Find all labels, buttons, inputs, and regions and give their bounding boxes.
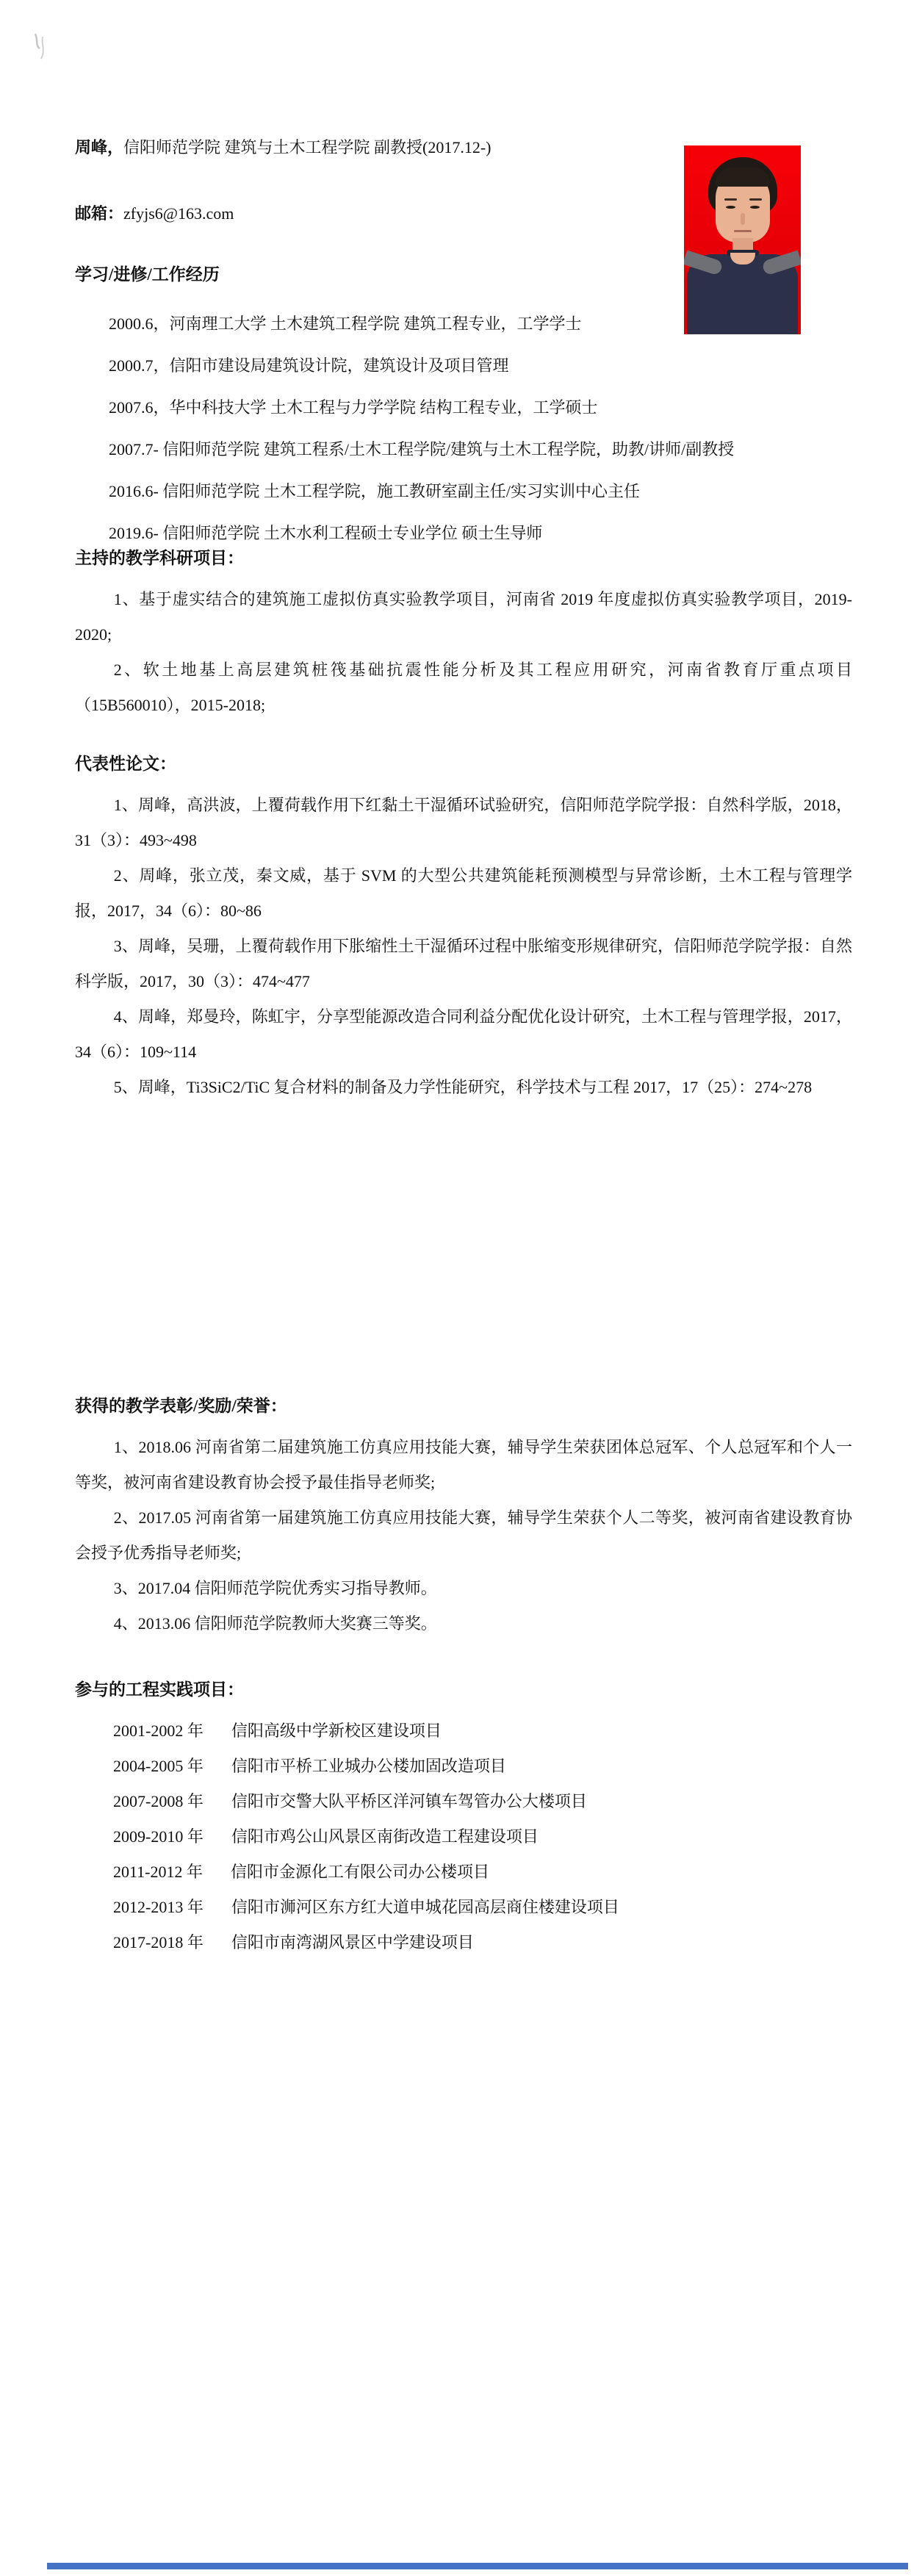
section-awards [75, 1393, 852, 1641]
smudge-icon [31, 32, 51, 62]
experience-item: 2016.6- 信阳师范学院 土木工程学院，施工教研室副主任/实习实训中心主任 [109, 482, 640, 500]
person-name: 周峰， [75, 138, 124, 156]
section-experience [75, 262, 852, 554]
photo-brow-left [724, 198, 737, 201]
section-practice-title: 参与的工程实践项目： [75, 1680, 244, 1699]
section-projects-title: 主持的教学科研项目： [75, 549, 244, 567]
corner-smudge-mark [31, 32, 51, 62]
email-row [75, 203, 234, 225]
section-awards-title: 获得的教学表彰/奖励/荣誉： [75, 1397, 287, 1415]
practice-item [113, 1713, 852, 1749]
papers-list [75, 788, 852, 1105]
section-papers-title: 代表性论文： [75, 755, 176, 773]
photo-brow-right [749, 198, 762, 201]
practice-item-years: 2007-2008 年 [113, 1792, 204, 1810]
photo-eye-right [750, 206, 760, 209]
practice-item [113, 1749, 852, 1784]
email-value: zfyjs6@163.com [123, 204, 234, 223]
practice-item-title: 信阳市鸡公山风景区南街改造工程建设项目 [231, 1827, 539, 1846]
practice-item-years: 2017-2018 年 [113, 1933, 204, 1951]
email-label: 邮箱： [75, 204, 124, 223]
photo-eye-left [726, 206, 735, 209]
practice-item-title: 信阳高级中学新校区建设项目 [231, 1721, 442, 1740]
paper-item: 5、周峰，Ti3SiC2/TiC 复合材料的制备及力学性能研究，科学技术与工程 2017，17（25）：274~278 [113, 1078, 813, 1096]
awards-list [75, 1430, 852, 1641]
practice-item [113, 1854, 852, 1890]
paper-item: 3、周峰，吴珊，上覆荷载作用下胀缩性土干湿循环过程中胀缩变形规律研究，信阳师范学院学报：自然科学版，2017，30（3）：474~477 [75, 937, 852, 990]
practice-item [113, 1925, 852, 1960]
practice-item-title: 信阳市金源化工有限公司办公楼项目 [231, 1863, 490, 1881]
experience-item: 2000.7，信阳市建设局建筑设计院，建筑设计及项目管理 [109, 356, 509, 375]
section-papers [75, 751, 852, 1105]
projects-list [75, 582, 852, 723]
project-item: 1、基于虚实结合的建筑施工虚拟仿真实验教学项目，河南省 2019 年度虚拟仿真实验教学项目，2019-2020; [75, 590, 852, 644]
practice-item-years: 2012-2013 年 [113, 1898, 204, 1916]
photo-nose [741, 213, 745, 225]
experience-list [75, 303, 852, 554]
photo-fringe [716, 168, 770, 187]
practice-item-title: 信阳市浉河区东方红大道申城花园高层商住楼建设项目 [231, 1898, 619, 1916]
practice-item-title: 信阳市南湾湖风景区中学建设项目 [231, 1933, 474, 1951]
section-practice [75, 1677, 852, 1960]
practice-list [75, 1713, 852, 1960]
section-projects [75, 545, 852, 723]
practice-item-years: 2001-2002 年 [113, 1721, 204, 1740]
practice-item-years: 2011-2012 年 [113, 1863, 204, 1881]
award-item: 4、2013.06 信阳师范学院教师大奖赛三等奖。 [113, 1614, 437, 1633]
paper-item: 1、周峰，高洪波，上覆荷载作用下红黏土干湿循环试验研究，信阳师范学院学报：自然科学版，2018，31（3）：493~498 [75, 796, 852, 849]
experience-item: 2007.7- 信阳师范学院 建筑工程系/土木工程学院/建筑与土木工程学院，助教/讲师/副教授 [109, 440, 735, 458]
practice-item [113, 1890, 852, 1925]
photo-mouth [734, 230, 752, 232]
bottom-blue-bar [47, 2563, 908, 2569]
person-title: 信阳师范学院 建筑与土木工程学院 副教授(2017.12-) [123, 138, 491, 156]
paper-item: 4、周峰，郑曼玲，陈虹宇，分享型能源改造合同利益分配优化设计研究，土木工程与管理学报，2017，34（6）：109~114 [75, 1007, 852, 1061]
award-item: 1、2018.06 河南省第二届建筑施工仿真应用技能大赛，辅导学生荣获团体总冠军、个人总冠军和个人一等奖，被河南省建设教育协会授予最佳指导老师奖; [75, 1438, 852, 1492]
practice-item [113, 1784, 852, 1819]
experience-item: 2019.6- 信阳师范学院 土木水利工程硕士专业学位 硕士生导师 [109, 524, 543, 542]
practice-item-years: 2009-2010 年 [113, 1827, 204, 1846]
practice-item-title: 信阳市交警大队平桥区洋河镇车驾管办公大楼项目 [231, 1792, 587, 1810]
person-header [75, 137, 663, 159]
experience-item: 2000.6，河南理工大学 土木建筑工程学院 建筑工程专业，工学学士 [109, 314, 582, 333]
paper-item: 2、周峰，张立茂，秦文威，基于 SVM 的大型公共建筑能耗预测模型与异常诊断，土木工程与管理学报，2017，34（6）：80~86 [75, 866, 852, 920]
section-experience-title: 学习/进修/工作经历 [75, 265, 220, 284]
practice-item [113, 1819, 852, 1854]
award-item: 3、2017.04 信阳师范学院优秀实习指导教师。 [113, 1579, 437, 1597]
award-item: 2、2017.05 河南省第一届建筑施工仿真应用技能大赛，辅导学生荣获个人二等奖，被河南省建设教育协会授予优秀指导老师奖; [75, 1508, 852, 1562]
experience-item: 2007.6，华中科技大学 土木工程与力学学院 结构工程专业，工学硕士 [109, 398, 598, 417]
project-item: 2、软土地基上高层建筑桩筏基础抗震性能分析及其工程应用研究，河南省教育厅重点项目（15B560010），2015-2018; [75, 661, 852, 714]
practice-item-years: 2004-2005 年 [113, 1757, 204, 1775]
practice-item-title: 信阳市平桥工业城办公楼加固改造项目 [231, 1757, 506, 1775]
